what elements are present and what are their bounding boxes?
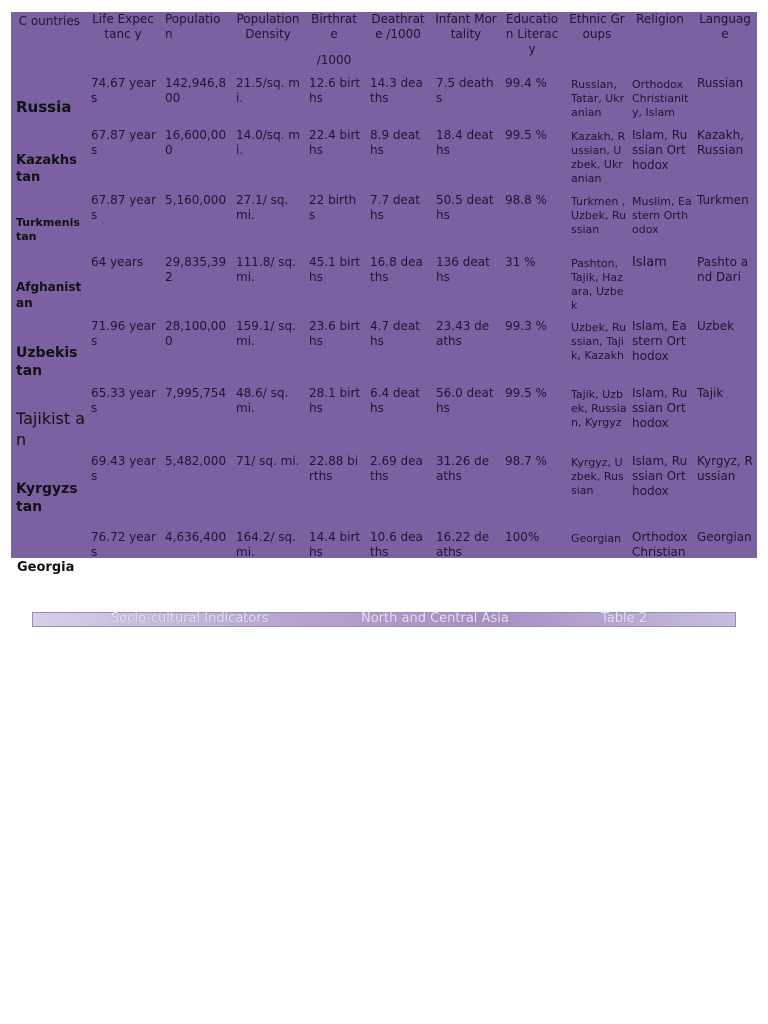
density-cell: 14.0/sq. mi. [236, 128, 300, 157]
header-population-density [235, 12, 301, 42]
ethnic-groups-cell: Kazakh, Russian, Uzbek, Ukranian [571, 130, 626, 185]
birthrate-cell: 14.4 births [309, 530, 361, 558]
table-header-row [11, 12, 757, 72]
language-cell: Turkmen [697, 193, 749, 207]
religion-cell: Orthodox Christianit y, Islam [632, 78, 689, 119]
language-cell: Uzbek [697, 319, 735, 333]
country-name: Kyrgyzs tan [16, 481, 78, 515]
literacy-cell: 100% [505, 530, 540, 544]
header-density-text: Population Density [236, 12, 300, 41]
life-expectancy-cell: 71.96 years [91, 319, 156, 348]
table-row [11, 128, 757, 192]
literacy-cell: 31 % [505, 255, 536, 269]
population-cell: 142,946,8 00 [165, 76, 227, 105]
ethnic-groups-cell: Tajik, Uzbek, Russian, Kyrgyz [571, 388, 627, 429]
religion-cell: Islam, Russian Orthodox [632, 386, 688, 430]
ethnic-groups-cell: Uzbek, Russian, Tajik, Kazakh [571, 321, 627, 362]
country-name: Russia [16, 98, 72, 116]
deathrate-cell: 6.4 deaths [370, 386, 420, 415]
literacy-cell: 99.5 % [505, 128, 547, 142]
birthrate-cell: 12.6 births [309, 76, 361, 105]
table-row [11, 386, 757, 454]
header-life-text: Life Expectanc y [92, 12, 154, 41]
header-population-text: Populatio n [165, 12, 221, 41]
header-ethnic-groups [569, 12, 625, 42]
header-infant-text: Infant Mortality [435, 12, 497, 41]
ethnic-groups-cell: Russian, Tatar, Ukranian [571, 78, 625, 119]
deathrate-cell: 16.8 deaths [370, 255, 423, 284]
language-cell: Pashto and Dari [697, 255, 749, 284]
table-row [11, 193, 757, 255]
table-row [11, 530, 757, 558]
header-education-text: Educatio n Literacy [505, 12, 559, 56]
life-expectancy-cell: 64 years [91, 255, 144, 269]
life-expectancy-cell: 69.43 years [91, 454, 156, 483]
header-countries [16, 14, 80, 29]
religion-cell: Islam, Eastern Orthodox [632, 319, 687, 363]
language-cell: Tajik [697, 386, 724, 400]
infant-mortality-cell: 56.0 deaths [436, 386, 494, 415]
header-ethnic-text: Ethnic Groups [569, 12, 625, 41]
caption-title: Socio-cultural Indicators [111, 611, 269, 626]
table-caption-bar [32, 612, 736, 627]
header-birthrate-unit [308, 53, 360, 68]
infant-mortality-cell: 31.26 deaths [436, 454, 490, 483]
infant-mortality-cell: 23.43 deaths [436, 319, 490, 348]
header-education-literacy [503, 12, 561, 57]
table-row [11, 255, 757, 319]
language-cell: Russian [697, 76, 744, 90]
ethnic-groups-cell: Pashton, Tajik, Hazara, Uzbek [571, 257, 624, 312]
population-cell: 16,600,00 0 [165, 128, 227, 157]
infant-mortality-cell: 136 deaths [436, 255, 490, 284]
density-cell: 111.8/ sq. mi. [236, 255, 296, 284]
density-cell: 27.1/ sq. mi. [236, 193, 289, 222]
deathrate-cell: 4.7 deaths [370, 319, 420, 348]
literacy-cell: 99.5 % [505, 386, 547, 400]
country-name: Turkmenis tan [16, 216, 80, 243]
deathrate-cell: 7.7 deaths [370, 193, 420, 222]
caption-table-number: Table 2 [601, 611, 648, 626]
religion-cell: Islam, Russian Orthodox [632, 128, 688, 172]
life-expectancy-cell: 76.72 years [91, 530, 156, 558]
life-expectancy-cell: 65.33 years [91, 386, 156, 415]
header-language [695, 12, 755, 42]
population-cell: 5,160,000 [165, 193, 227, 207]
population-cell: 28,100,00 0 [165, 319, 227, 348]
header-infant-mortality [435, 12, 497, 42]
density-cell: 21.5/sq. mi. [236, 76, 300, 105]
population-cell: 4,636,400 [165, 530, 227, 544]
literacy-cell: 98.7 % [505, 454, 547, 468]
header-countries-text: C ountries [18, 14, 80, 28]
literacy-cell: 99.3 % [505, 319, 547, 333]
table-row [11, 454, 757, 525]
indicators-table [11, 12, 757, 558]
deathrate-cell: 14.3 deaths [370, 76, 423, 105]
caption-region: North and Central Asia [361, 611, 509, 626]
infant-mortality-cell: 7.5 deaths [436, 76, 494, 105]
infant-mortality-cell: 50.5 deaths [436, 193, 494, 222]
infant-mortality-cell: 18.4 deaths [436, 128, 494, 157]
header-birthrate-unit-text: /1000 [316, 53, 352, 67]
religion-cell: Muslim, Eastern Orthodox [632, 195, 692, 236]
ethnic-groups-cell: Turkmen , Uzbek, Russian [571, 195, 627, 236]
country-name: Georgia [17, 560, 75, 575]
birthrate-cell: 23.6 births [309, 319, 361, 348]
literacy-cell: 98.8 % [505, 193, 547, 207]
deathrate-cell: 8.9 deaths [370, 128, 420, 157]
header-deathrate [369, 12, 427, 42]
language-cell: Kazakh, Russian [697, 128, 745, 157]
country-name: Afghanist an [16, 280, 82, 310]
density-cell: 48.6/ sq. mi. [236, 386, 289, 415]
density-cell: 71/ sq. mi. [236, 454, 300, 468]
deathrate-cell: 2.69 deaths [370, 454, 423, 483]
country-name: Kazakhs tan [16, 153, 77, 185]
header-life-expectancy [91, 12, 155, 42]
literacy-cell: 99.4 % [505, 76, 547, 90]
population-cell: 7,995,754 [165, 386, 227, 400]
population-cell: 5,482,000 [165, 454, 227, 468]
religion-cell: Islam, Russian Orthodox [632, 454, 688, 498]
life-expectancy-cell: 67.87 years [91, 128, 156, 157]
religion-cell: Islam [632, 255, 667, 270]
birthrate-cell: 28.1 births [309, 386, 361, 415]
country-name: Tajikist an [16, 409, 86, 449]
language-cell: Kyrgyz, Russian [697, 454, 753, 483]
infant-mortality-cell: 16.22 deaths [436, 530, 490, 558]
header-birthrate [308, 12, 360, 42]
birthrate-cell: 22.4 births [309, 128, 361, 157]
header-birthrate-text: Birthrat e [311, 12, 357, 41]
ethnic-groups-cell: Kyrgyz, Uzbek, Russian [571, 456, 624, 497]
table-row [11, 319, 757, 386]
header-religion [631, 12, 689, 27]
birthrate-cell: 45.1 births [309, 255, 361, 284]
religion-cell: Orthodox Christian [632, 530, 688, 558]
header-language-text: Languag e [699, 12, 751, 41]
population-cell: 29,835,39 2 [165, 255, 227, 284]
birthrate-cell: 22 births [309, 193, 357, 222]
header-population [165, 12, 231, 42]
header-deathrate-text: Deathrat e /1000 [371, 12, 425, 41]
density-cell: 159.1/ sq. mi. [236, 319, 296, 348]
life-expectancy-cell: 74.67 years [91, 76, 156, 105]
life-expectancy-cell: 67.87 years [91, 193, 156, 222]
deathrate-cell: 10.6 deaths [370, 530, 423, 558]
country-name: Uzbekis tan [16, 345, 78, 379]
header-religion-text: Religion [636, 12, 684, 26]
density-cell: 164.2/ sq. mi. [236, 530, 296, 558]
ethnic-groups-cell: Georgian [571, 532, 622, 545]
language-cell: Georgian [697, 530, 752, 544]
table-row [11, 76, 757, 128]
birthrate-cell: 22.88 births [309, 454, 359, 483]
